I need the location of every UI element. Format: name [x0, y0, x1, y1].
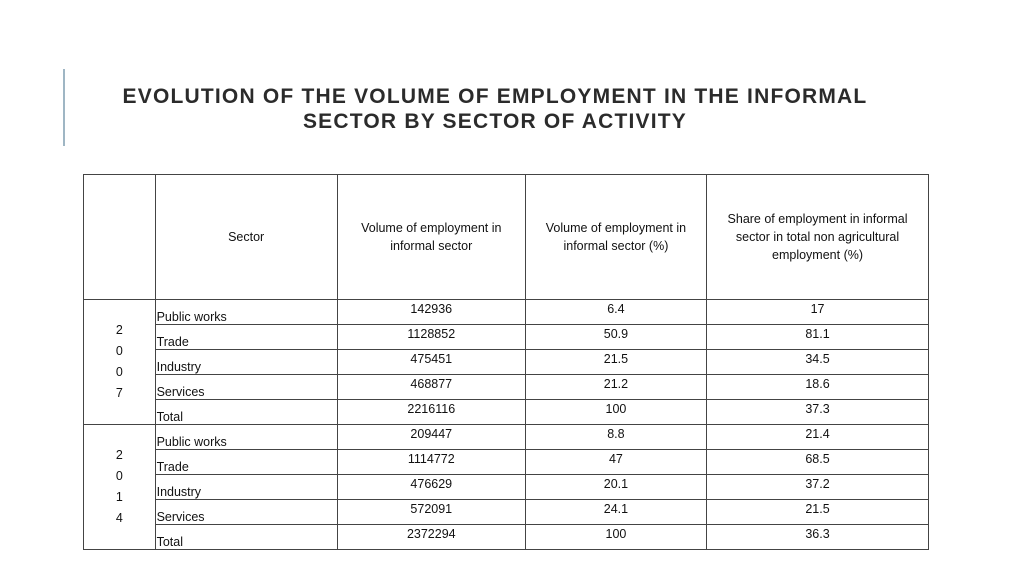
table-row [84, 325, 929, 350]
volume-cell: 142936 [337, 300, 525, 325]
share-cell: 81.1 [707, 325, 929, 350]
header-sector: Sector [155, 175, 337, 300]
sector-cell: Services [155, 375, 337, 400]
header-volume-pct: Volume of employment in informal sector (%) [525, 175, 706, 300]
table-header-row [84, 175, 929, 300]
sector-cell: Public works [155, 300, 337, 325]
table-body [84, 300, 929, 550]
year-cell [84, 300, 156, 425]
year-digit: 2 [115, 323, 123, 337]
volume-pct-cell: 6.4 [525, 300, 706, 325]
volume-pct-cell: 21.5 [525, 350, 706, 375]
accent-divider [63, 69, 65, 146]
header-volume: Volume of employment in informal sector [337, 175, 525, 300]
year-digit: 4 [115, 511, 123, 525]
table-row [84, 350, 929, 375]
share-cell: 34.5 [707, 350, 929, 375]
year-digit: 2 [115, 448, 123, 462]
share-cell: 21.5 [707, 500, 929, 525]
table-row [84, 475, 929, 500]
table-row [84, 500, 929, 525]
volume-cell: 475451 [337, 350, 525, 375]
volume-pct-cell: 21.2 [525, 375, 706, 400]
sector-cell: Services [155, 500, 337, 525]
share-cell: 18.6 [707, 375, 929, 400]
share-cell: 37.3 [707, 400, 929, 425]
share-cell: 68.5 [707, 450, 929, 475]
volume-pct-cell: 100 [525, 400, 706, 425]
title-line-1: EVOLUTION OF THE VOLUME OF EMPLOYMENT IN THE INFORMAL [122, 85, 868, 108]
share-cell: 21.4 [707, 425, 929, 450]
volume-pct-cell: 24.1 [525, 500, 706, 525]
volume-cell: 476629 [337, 475, 525, 500]
header-year [84, 175, 156, 300]
volume-pct-cell: 100 [525, 525, 706, 550]
employment-table [83, 174, 929, 550]
sector-cell: Total [155, 525, 337, 550]
volume-cell: 572091 [337, 500, 525, 525]
table-row [84, 300, 929, 325]
share-cell: 37.2 [707, 475, 929, 500]
year-digit: 1 [115, 490, 123, 504]
share-cell: 36.3 [707, 525, 929, 550]
year-digit: 0 [115, 469, 123, 483]
table-row [84, 425, 929, 450]
page-title [100, 84, 890, 134]
volume-cell: 2216116 [337, 400, 525, 425]
table-row [84, 525, 929, 550]
volume-pct-cell: 50.9 [525, 325, 706, 350]
volume-cell: 1128852 [337, 325, 525, 350]
year-digit: 7 [115, 386, 123, 400]
table-row [84, 450, 929, 475]
volume-cell: 209447 [337, 425, 525, 450]
sector-cell: Total [155, 400, 337, 425]
volume-pct-cell: 47 [525, 450, 706, 475]
table-row [84, 375, 929, 400]
sector-cell: Industry [155, 475, 337, 500]
volume-cell: 2372294 [337, 525, 525, 550]
share-cell: 17 [707, 300, 929, 325]
sector-cell: Industry [155, 350, 337, 375]
volume-pct-cell: 20.1 [525, 475, 706, 500]
year-digit: 0 [115, 344, 123, 358]
volume-pct-cell: 8.8 [525, 425, 706, 450]
volume-cell: 468877 [337, 375, 525, 400]
sector-cell: Public works [155, 425, 337, 450]
header-share: Share of employment in informal sector in total non agricultural employment (%) [707, 175, 929, 300]
sector-cell: Trade [155, 450, 337, 475]
year-cell [84, 425, 156, 550]
title-line-2: SECTOR BY SECTOR OF ACTIVITY [302, 110, 688, 133]
sector-cell: Trade [155, 325, 337, 350]
volume-cell: 1114772 [337, 450, 525, 475]
table-row [84, 400, 929, 425]
year-digit: 0 [115, 365, 123, 379]
